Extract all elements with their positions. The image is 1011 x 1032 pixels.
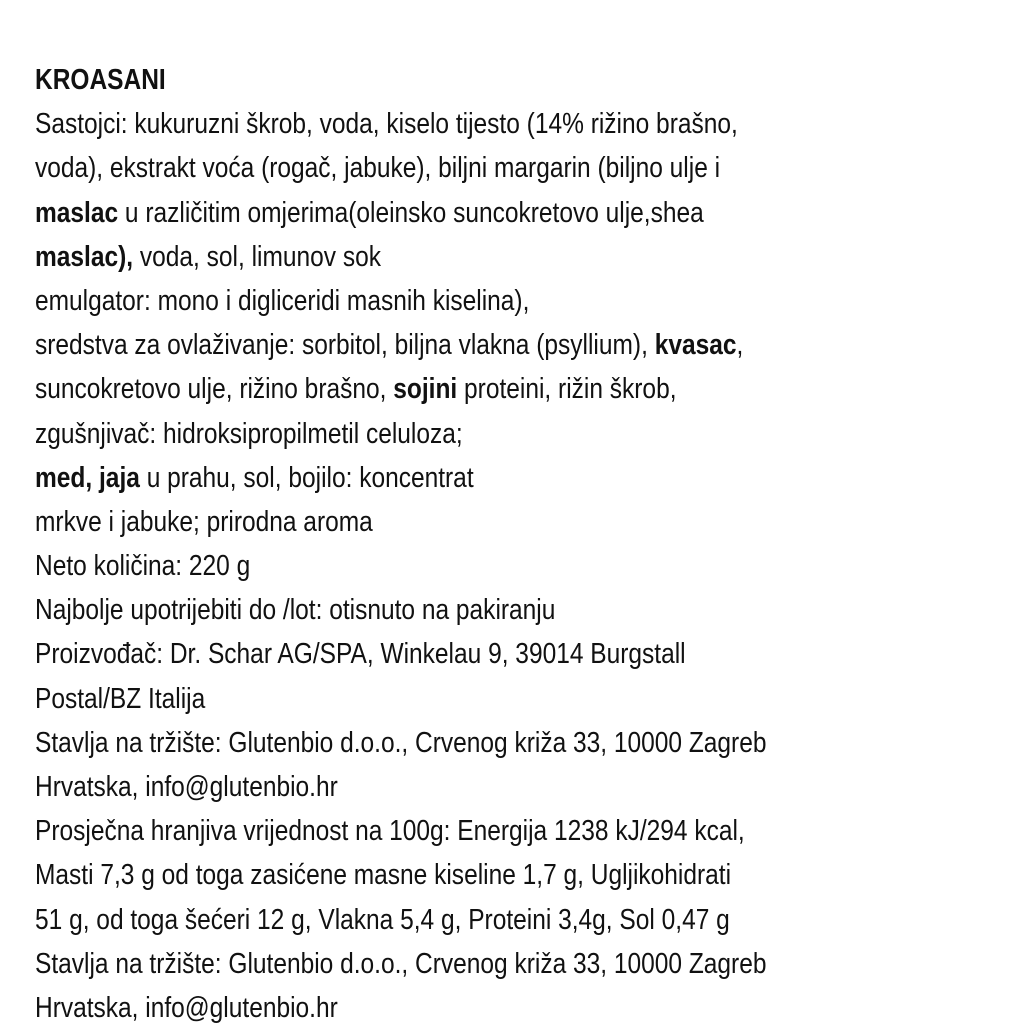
net-quantity: Neto količina: 220 g: [35, 550, 251, 583]
ingredients-line-10: mrkve i jabuke; prirodna aroma: [35, 505, 373, 538]
nutrition-line-3: 51 g, od toga šećeri 12 g, Vlakna 5,4 g, Proteini 3,4g, Sol 0,47 g: [35, 903, 730, 936]
ingredients-text: suncokretovo ulje, rižino brašno,: [35, 373, 394, 406]
allergen-med-jaja: med, jaja: [35, 461, 140, 494]
distributor-line-2: Hrvatska, info@glutenbio.hr: [35, 771, 338, 803]
allergen-kvasac: kvasac: [654, 329, 737, 362]
ingredients-text: proteini, rižin škrob,: [457, 373, 677, 406]
allergen-maslac: maslac),: [35, 240, 134, 273]
ingredients-text: voda, sol, limunov sok: [133, 240, 381, 273]
product-label-document: [35, 58, 990, 1030]
nutrition-line-1: Prosječna hranjiva vrijednost na 100g: Energija 1238 kJ/294 kcal,: [35, 815, 745, 848]
manufacturer-line-2: Postal/BZ Italija: [35, 682, 206, 715]
ingredients-line-5: emulgator: mono i digliceridi masnih kiselina),: [35, 284, 530, 317]
ingredients-line-8: zgušnjivač: hidroksipropilmetil celuloza;: [35, 417, 463, 450]
ingredients-text: u različitim omjerima(oleinsko suncokretovo ulje,shea: [118, 196, 704, 229]
ingredients-text: sredstva za ovlaživanje: sorbitol, biljna vlakna (psyllium),: [35, 329, 655, 362]
nutrition-line-2: Masti 7,3 g od toga zasićene masne kiseline 1,7 g, Ugljikohidrati: [35, 859, 732, 892]
ingredients-line-3: [35, 191, 990, 235]
distributor-line-1: Stavlja na tržište: Glutenbio d.o.o., Crvenog križa 33, 10000 Zagreb: [35, 726, 767, 759]
best-before: Najbolje upotrijebiti do /lot: otisnuto na pakiranju: [35, 594, 556, 627]
product-title: [35, 58, 990, 102]
ingredients-text: ,: [736, 329, 744, 362]
ingredients-line-2: voda), ekstrakt voća (rogač, jabuke), biljni margarin (biljno ulje i: [35, 152, 721, 185]
ingredients-line-1: Sastojci: kukuruzni škrob, voda, kiselo tijesto (14% rižino brašno,: [35, 108, 738, 141]
ingredients-line-4: [35, 235, 990, 279]
allergen-maslac: maslac: [35, 196, 119, 229]
manufacturer-line-1: Proizvođač: Dr. Schar AG/SPA, Winkelau 9, 39014 Burgstall: [35, 638, 686, 671]
ingredients-line-7: [35, 367, 990, 411]
ingredients-line-6: [35, 323, 990, 367]
title-text: KROASANI: [35, 64, 166, 96]
ingredients-line-9: [35, 456, 990, 500]
ingredients-text: u prahu, sol, bojilo: koncentrat: [139, 461, 474, 494]
distributor-repeat-line-1: Stavlja na tržište: Glutenbio d.o.o., Crvenog križa 33, 10000 Zagreb: [35, 947, 767, 980]
distributor-repeat-line-2: Hrvatska, info@glutenbio.hr: [35, 991, 338, 1024]
allergen-sojini: sojini: [393, 373, 458, 406]
